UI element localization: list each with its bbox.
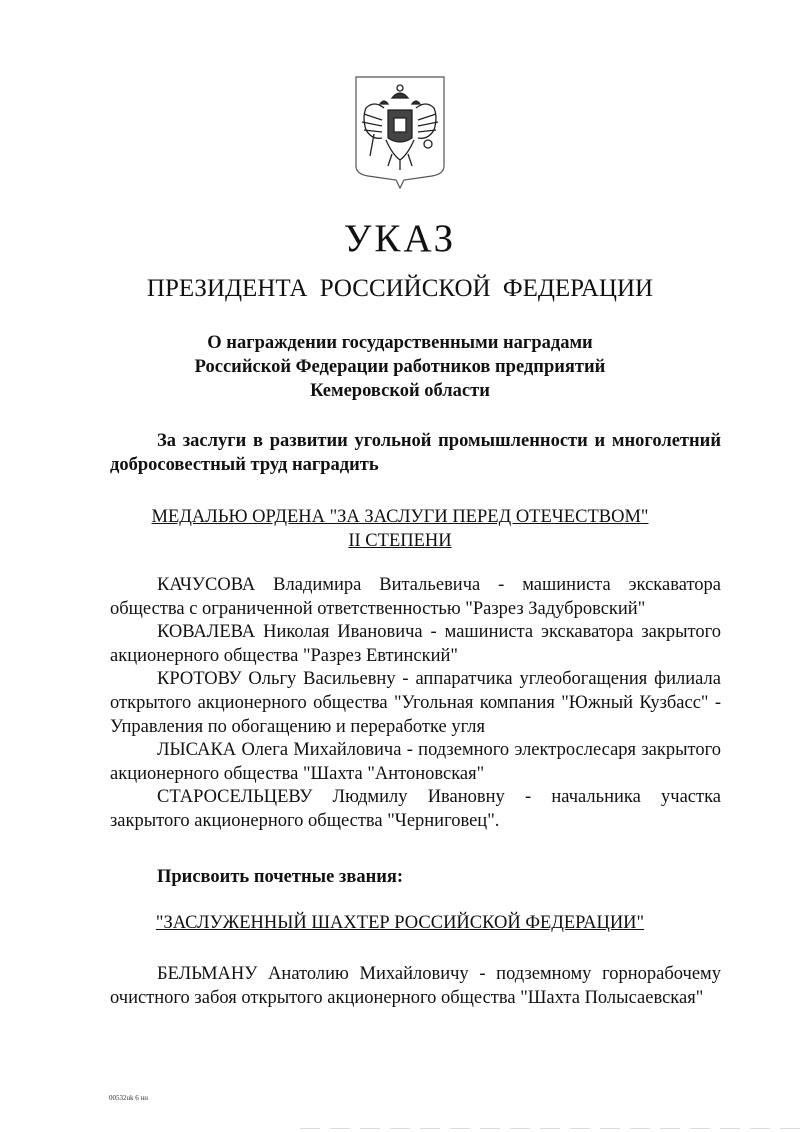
- recipient-item: БЕЛЬМАНУ Анатолию Михайловичу - подземному горнорабочему очистного забоя открытого акционерного общества "Шахта Полысаевская": [110, 964, 721, 1008]
- heading-line: Российской Федерации работников предприятий: [194, 357, 606, 377]
- recipient-item: КРОТОВУ Ольгу Васильевну - аппаратчика углеобогащения филиала открытого акционерного общества "Угольная компания "Южный Кузбасс" - Управления по обогащению и переработке угля: [110, 669, 721, 737]
- recipient-item: КАЧУСОВА Владимира Витальевича - машиниста экскаватора общества с ограниченной ответственностью "Разрез Задубровский": [110, 575, 721, 619]
- honorary-titles-intro: Присвоить почетные звания:: [157, 867, 404, 887]
- recipient-item: СТАРОСЕЛЬЦЕВУ Людмилу Ивановну - начальника участка закрытого акционерного общества "Черниговец".: [110, 787, 721, 831]
- recipient-item: ЛЫСАКА Олега Михайловича - подземного электрослесаря закрытого акционерного общества "Шахта "Антоновская": [110, 740, 721, 784]
- decree-heading: [0, 331, 800, 403]
- page-bottom-artifact: [300, 1128, 800, 1129]
- heading-line: О награждении государственными наградами: [207, 333, 593, 353]
- honorary-title-line: "ЗАСЛУЖЕННЫЙ ШАХТЕР РОССИЙСКОЙ ФЕДЕРАЦИИ": [155, 913, 645, 933]
- award-title: [0, 506, 800, 553]
- recipient-list: [110, 963, 721, 1010]
- recipient-list: [110, 574, 721, 834]
- heading-line: Кемеровской области: [310, 381, 490, 401]
- document-subtitle: ПРЕЗИДЕНТА РОССИЙСКОЙ ФЕДЕРАЦИИ: [146, 275, 654, 302]
- document-title: УКАЗ: [343, 217, 457, 260]
- honorary-title: [0, 912, 800, 936]
- award-title-line: МЕДАЛЬЮ ОРДЕНА "ЗА ЗАСЛУГИ ПЕРЕД ОТЕЧЕСТВОМ": [151, 507, 649, 527]
- russian-coat-of-arms-icon: [352, 74, 448, 190]
- footer-code: 00532uk 6 нн: [109, 1094, 148, 1102]
- recipient-item: КОВАЛЕВА Николая Ивановича - машиниста экскаватора закрытого акционерного общества "Разрез Евтинский": [110, 622, 721, 666]
- award-title-line: II СТЕПЕНИ: [348, 530, 452, 551]
- preamble: За заслуги в развитии угольной промышленности и многолетний добросовестный труд наградить: [110, 431, 721, 475]
